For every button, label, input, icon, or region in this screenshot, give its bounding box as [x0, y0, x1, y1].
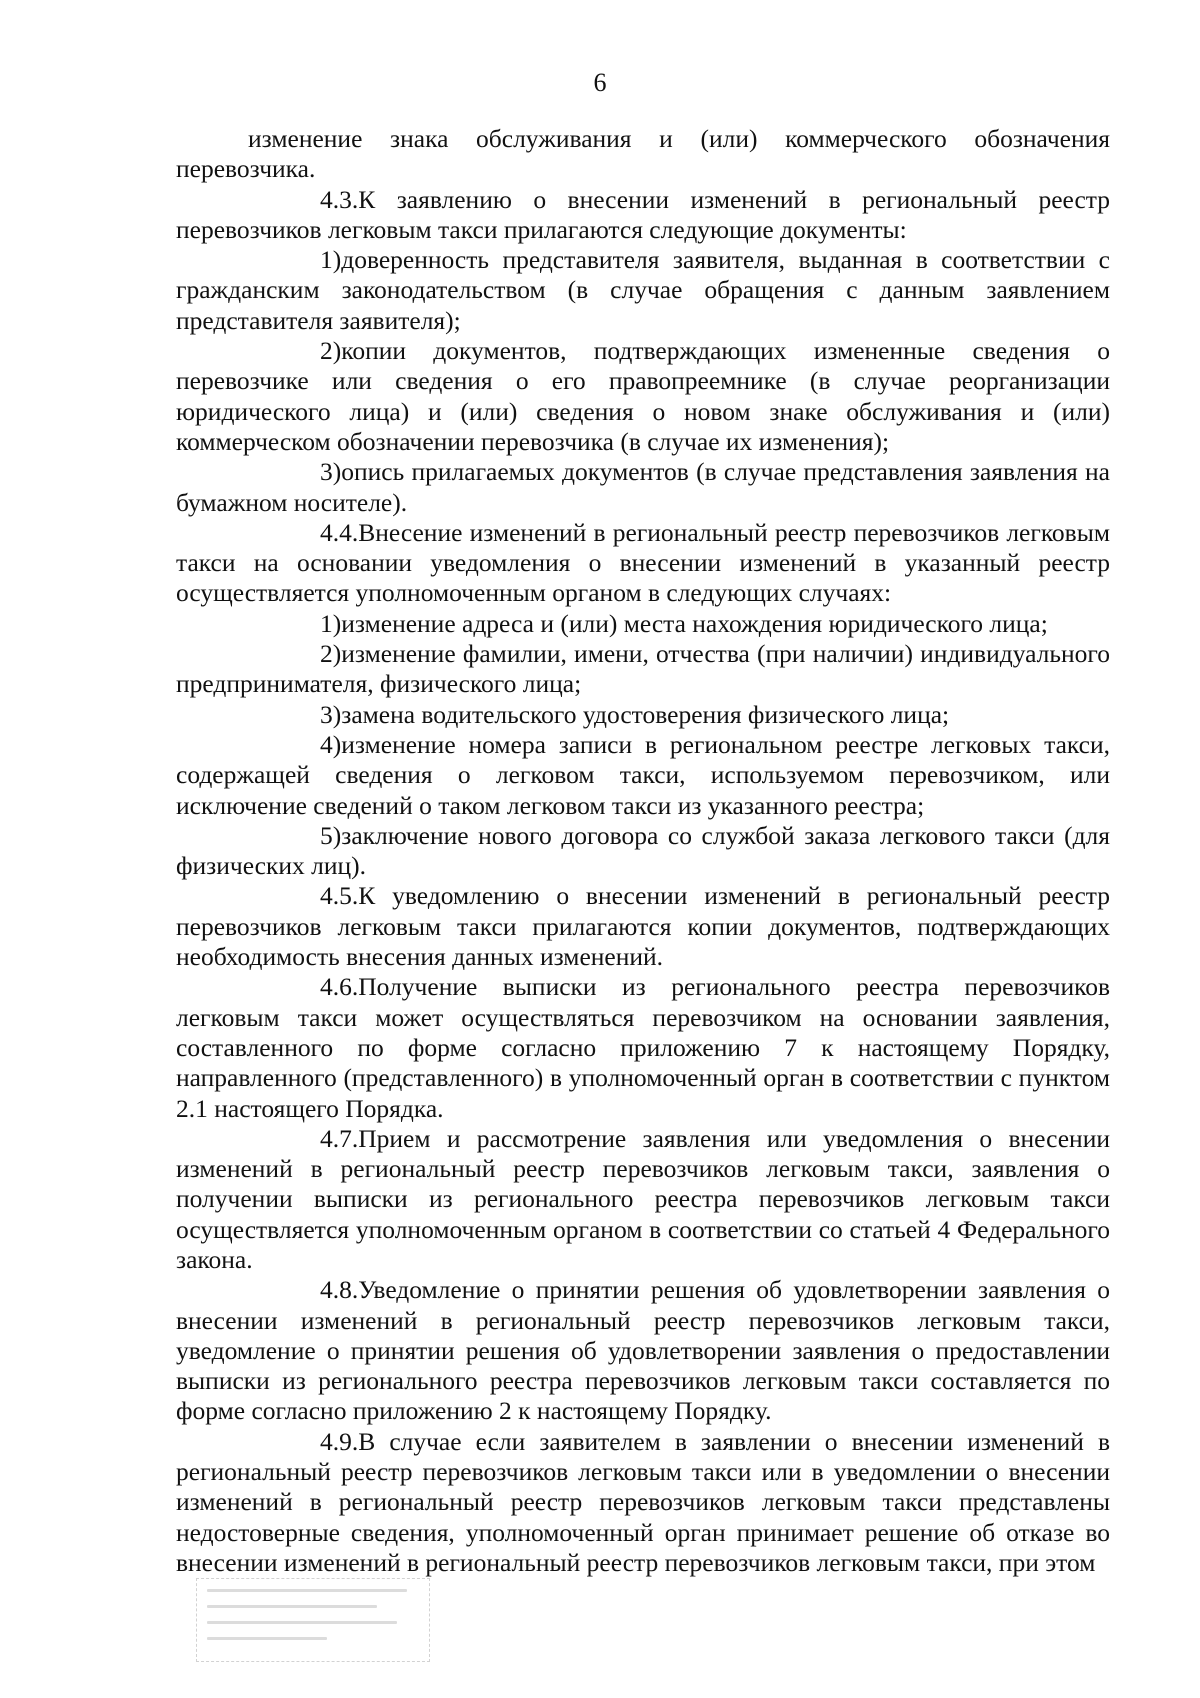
paragraph-text: изменение фамилии, имени, отчества (при наличии) индивидуального предпринимателя, физического лица;	[176, 639, 1110, 699]
stamp-line	[207, 1589, 407, 1592]
paragraph-text: В случае если заявителем в заявлении о внесении изменений в региональный реестр перевозчиков легковым такси или в уведомлении о внесении изменений в региональный реестр перевозчиков легковым такси представлены недостоверные сведения, уполномоченный орган принимает решение об отказе во внесении изменений в региональный реестр перевозчиков легковым такси, при этом	[176, 1426, 1110, 1577]
paragraph-text: изменение адреса и (или) места нахождения юридического лица;	[341, 608, 1048, 638]
paragraph-text: Получение выписки из регионального реестра перевозчиков легковым такси может осуществляться перевозчиком на основании заявления, составленного по форме согласно приложению 7 к настоящему Порядку, направленного (представленного) в уполномоченный орган в соответствии с пунктом 2.1 настоящего Порядка.	[176, 972, 1110, 1123]
clause-number: 4.4.	[320, 517, 359, 547]
paragraph-text: замена водительского удостоверения физического лица;	[341, 699, 950, 729]
list-item	[176, 730, 1110, 821]
paragraph-text: изменение номера записи в региональном реестре легковых такси, содержащей сведения о легковом такси, используемом перевозчиком, или исключение сведений о таком легковом такси из указанного реестра;	[176, 729, 1110, 820]
clause-number: 4.5.	[320, 881, 359, 911]
item-number: 1)	[320, 608, 342, 638]
list-item	[176, 336, 1110, 457]
paragraph	[176, 518, 1110, 609]
paragraph-text: опись прилагаемых документов (в случае представления заявления на бумажном носителе).	[176, 457, 1110, 517]
item-number: 3)	[320, 457, 342, 487]
item-number: 3)	[320, 699, 342, 729]
list-item	[176, 457, 1110, 518]
list-item	[176, 639, 1110, 700]
list-item	[176, 700, 1110, 730]
paragraph-text: изменение знака обслуживания и (или) коммерческого обозначения перевозчика.	[176, 124, 1110, 184]
item-number: 1)	[320, 245, 342, 275]
paragraph	[176, 124, 1110, 185]
paragraph-text: доверенность представителя заявителя, выданная в соответствии с гражданским законодательством (в случае обращения с данным заявлением представителя заявителя);	[176, 245, 1110, 335]
item-number: 5)	[320, 820, 342, 850]
clause-number: 4.8.	[320, 1275, 359, 1305]
paragraph	[176, 881, 1110, 972]
clause-number: 4.3.	[320, 184, 359, 214]
clause-number: 4.9.	[320, 1426, 359, 1456]
paragraph-text: Уведомление о принятии решения об удовлетворении заявления о внесении изменений в региональный реестр перевозчиков легковым такси, уведомление о принятии решения об удовлетворении заявления о предоставлении выписки из регионального реестра перевозчиков легковым такси составляется по форме согласно приложению 2 к настоящему Порядку.	[176, 1275, 1110, 1426]
item-number: 4)	[320, 729, 342, 759]
item-number: 2)	[320, 639, 342, 669]
paragraph-text: К заявлению о внесении изменений в региональный реестр перевозчиков легковым такси прилагаются следующие документы:	[176, 184, 1110, 244]
paragraph	[176, 1275, 1110, 1426]
stamp-line	[207, 1637, 327, 1640]
stamp-line	[207, 1621, 397, 1624]
clause-number: 4.6.	[320, 972, 359, 1002]
item-number: 2)	[320, 336, 342, 366]
paragraph-text: заключение нового договора со службой заказа легкового такси (для физических лиц).	[176, 820, 1110, 881]
paragraph	[176, 185, 1110, 246]
list-item	[176, 609, 1110, 639]
faded-stamp	[196, 1578, 430, 1662]
paragraph-text: К уведомлению о внесении изменений в региональный реестр перевозчиков легковым такси прилагаются копии документов, подтверждающих необходимость внесения данных изменений.	[176, 881, 1110, 972]
paragraph	[176, 1124, 1110, 1275]
clause-number: 4.7.	[320, 1123, 359, 1153]
paragraph-text: копии документов, подтверждающих измененные сведения о перевозчике или сведения о его правопреемнике (в случае реорганизации юридического лица) и (или) сведения о новом знаке обслуживания и (или) коммерческом обозначении перевозчика (в случае их изменения);	[176, 336, 1110, 456]
list-item	[176, 821, 1110, 882]
paragraph	[176, 972, 1110, 1123]
list-item	[176, 245, 1110, 336]
paragraph	[176, 1427, 1110, 1578]
stamp-line	[207, 1605, 377, 1608]
paragraph-text: Прием и рассмотрение заявления или уведомления о внесении изменений в региональный реестр перевозчиков легковым такси, заявления о получении выписки из регионального реестра перевозчиков легковым такси осуществляется уполномоченным органом в соответствии со статьей 4 Федерального закона.	[176, 1123, 1110, 1274]
page-number: 6	[593, 68, 607, 97]
paragraph-text: Внесение изменений в региональный реестр перевозчиков легковым такси на основании уведомления о внесении изменений в указанный реестр осуществляется уполномоченным органом в следующих случаях:	[176, 517, 1110, 608]
document-body	[176, 124, 1110, 1578]
